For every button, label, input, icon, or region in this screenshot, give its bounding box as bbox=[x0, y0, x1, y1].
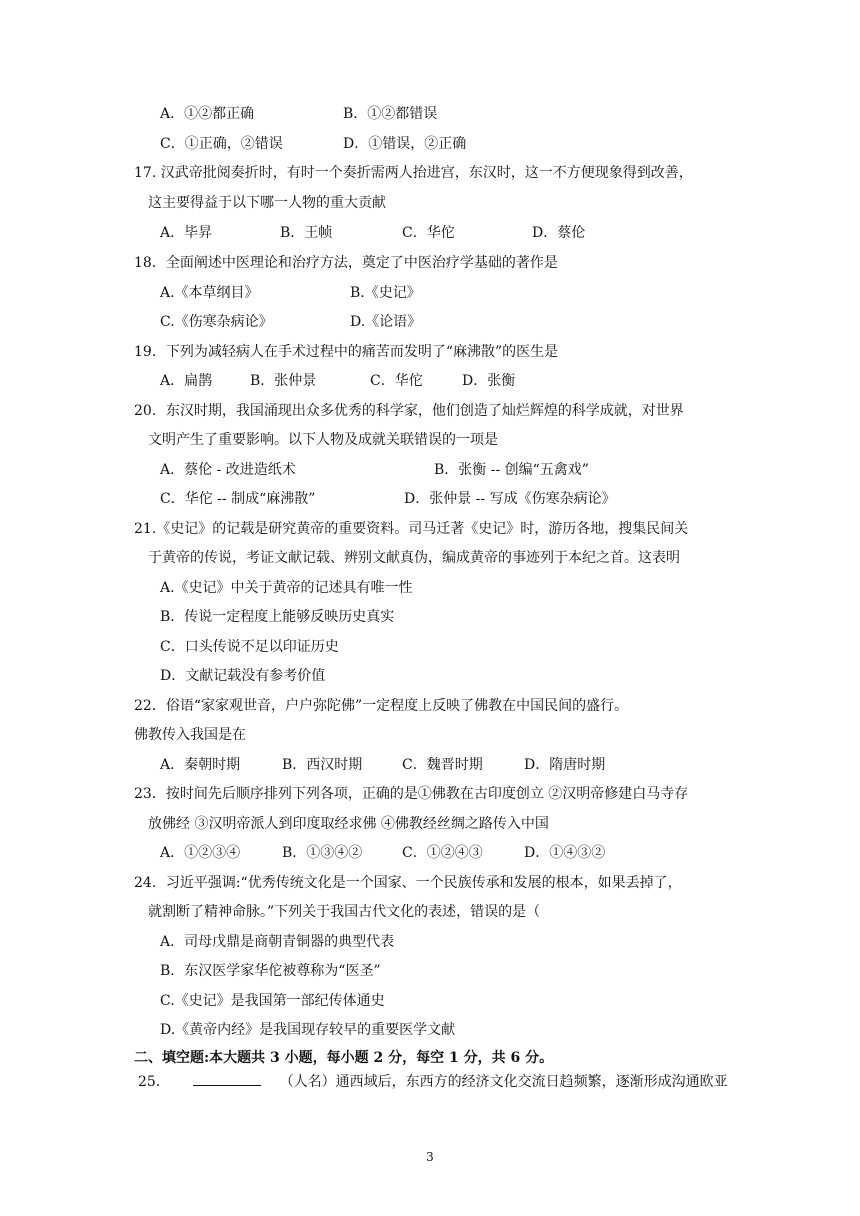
text-line: 18．全面阐述中医理论和治疗方法，奠定了中医治疗学基础的著作是 bbox=[134, 255, 558, 271]
answer-option: C．华佗 ‑‑ 制成“麻沸散” bbox=[160, 491, 316, 507]
fill-in-blank[interactable] bbox=[193, 1073, 261, 1086]
text-line: 24．习近平强调:“优秀传统文化是一个国家、一个民族传承和发展的根本，如果丢掉了， bbox=[134, 875, 682, 891]
answer-option: A．秦朝时期 bbox=[160, 757, 241, 773]
answer-option: C.《伤寒杂病论》 bbox=[160, 314, 273, 330]
page-number: 3 bbox=[426, 1150, 434, 1164]
answer-option: A．蔡伦 ‑ 改进造纸术 bbox=[160, 462, 296, 478]
text-line: 这主要得益于以下哪一人物的重大贡献 bbox=[148, 195, 386, 211]
text-line: B．东汉医学家华佗被尊称为“医圣” bbox=[160, 963, 381, 979]
text-line: D.《黄帝内经》是我国现存较早的重要医学文献 bbox=[160, 1022, 456, 1038]
question-25 bbox=[138, 1073, 728, 1091]
answer-option: D.《论语》 bbox=[350, 314, 422, 330]
text-line: 20．东汉时期，我国涌现出众多优秀的科学家，他们创造了灿烂辉煌的科学成就，对世界 bbox=[134, 403, 684, 419]
text-line: 17. 汉武帝批阅奏折时，有时一个奏折需两人抬进宫，东汉时，这一不方便现象得到改善， bbox=[134, 165, 693, 181]
text-line: 23．按时间先后顺序排列下列各项，正确的是①佛教在古印度创立 ②汉明帝修建白马寺存 bbox=[134, 786, 689, 802]
answer-option: A．扁鹊 bbox=[160, 373, 213, 389]
answer-option: B．西汉时期 bbox=[282, 757, 363, 773]
answer-option: D．隋唐时期 bbox=[524, 757, 606, 773]
question-25-text: （人名）通西域后，东西方的经济文化交流日趋频繁，逐渐形成沟通欧亚 bbox=[279, 1074, 728, 1090]
text-line: 文明产生了重要影响。以下人物及成就关联错误的一项是 bbox=[148, 432, 498, 448]
answer-option: D．张仲景 ‑‑ 写成《伤寒杂病论》 bbox=[404, 491, 616, 507]
text-line: B．传说一定程度上能够反映历史真实 bbox=[160, 609, 395, 625]
answer-option: C．魏晋时期 bbox=[402, 757, 483, 773]
text-line: 佛教传入我国是在 bbox=[134, 727, 246, 743]
answer-option: B.《史记》 bbox=[350, 285, 421, 301]
answer-option: C．华佗 bbox=[370, 373, 423, 389]
text-line: D．文献记载没有参考价值 bbox=[160, 668, 326, 684]
answer-option: A．①②都正确 bbox=[160, 106, 255, 122]
answer-option: B．张衡 ‑‑ 创编“五禽戏” bbox=[434, 462, 589, 478]
text-line: 22．俗语“家家观世音，户户弥陀佛”一定程度上反映了佛教在中国民间的盛行。 bbox=[134, 698, 629, 714]
text-line: 21.《史记》的记载是研究黄帝的重要资料。司马迁著《史记》时，游历各地，搜集民间关 bbox=[134, 521, 689, 537]
text-line: A.《史记》中关于黄帝的记述具有唯一性 bbox=[160, 580, 413, 596]
answer-option: D．①错误，②正确 bbox=[343, 136, 467, 152]
question-25-number: 25． bbox=[138, 1074, 170, 1090]
text-line: 就割断了精神命脉。”下列关于我国古代文化的表述，错误的是（ bbox=[148, 904, 541, 920]
text-line: 放佛经 ③汉明帝派人到印度取经求佛 ④佛教经丝绸之路传入中国 bbox=[148, 816, 549, 832]
answer-option: B．张仲景 bbox=[250, 373, 317, 389]
text-line: A．司母戊鼎是商朝青铜器的典型代表 bbox=[160, 934, 395, 950]
answer-option: B．王帧 bbox=[280, 225, 333, 241]
answer-option: A．①②③④ bbox=[160, 845, 241, 861]
answer-option: B．①③④② bbox=[282, 845, 363, 861]
text-line: 于黄帝的传说，考证文献记载、辨别文献真伪，编成黄帝的事迹列于本纪之首。这表明 bbox=[148, 550, 680, 566]
answer-option: A.《本草纲目》 bbox=[160, 285, 259, 301]
answer-option: C．华佗 bbox=[402, 225, 455, 241]
text-line: 19．下列为减轻病人在手术过程中的痛苦而发明了“麻沸散”的医生是 bbox=[134, 344, 559, 360]
answer-option: A．毕昇 bbox=[160, 225, 213, 241]
text-line: C．口头传说不足以印证历史 bbox=[160, 639, 339, 655]
answer-option: C．①②④③ bbox=[402, 845, 483, 861]
answer-option: D．①④③② bbox=[524, 845, 606, 861]
answer-option: D．张衡 bbox=[462, 373, 516, 389]
answer-option: B．①②都错误 bbox=[343, 106, 438, 122]
answer-option: C．①正确，②错误 bbox=[160, 136, 283, 152]
section-heading: 二、填空题:本大题共 3 小题，每小题 2 分，每空 1 分，共 6 分。 bbox=[134, 1050, 554, 1066]
text-line: C.《史记》是我国第一部纪传体通史 bbox=[160, 993, 385, 1009]
answer-option: D．蔡伦 bbox=[532, 225, 586, 241]
